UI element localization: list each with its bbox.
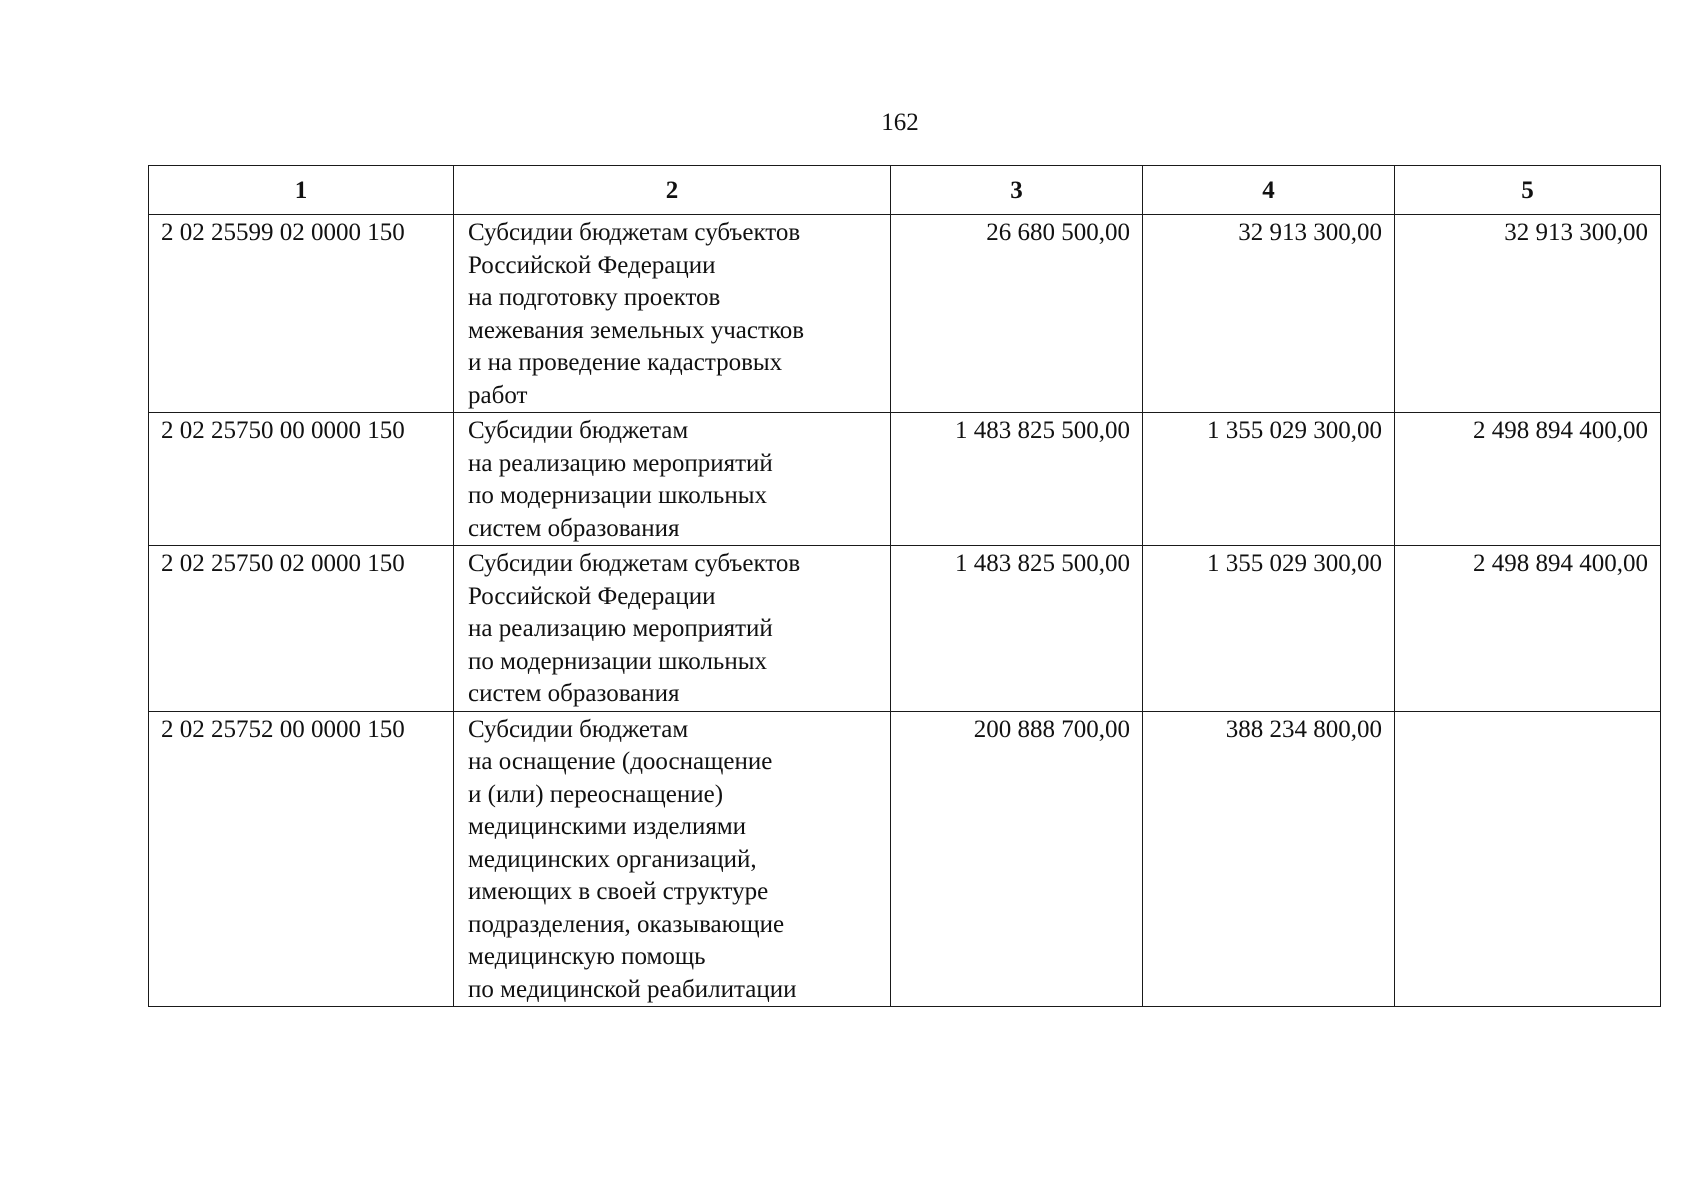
row-value-col3: 1 483 825 500,00 xyxy=(891,413,1143,546)
description-line: Российской Федерации xyxy=(468,251,716,279)
description-line: медицинскими изделиями xyxy=(468,813,747,840)
description-line: на оснащение (дооснащение xyxy=(468,748,773,775)
row-code: 2 02 25599 02 0000 150 xyxy=(149,215,454,413)
description-line: на реализацию мероприятий xyxy=(468,615,773,642)
row-value-col4: 32 913 300,00 xyxy=(1143,215,1395,413)
description-line: Субсидии бюджетам xyxy=(468,715,689,743)
description-line: подразделения, оказывающие xyxy=(468,910,785,938)
header-col-2: 2 xyxy=(454,166,891,215)
description-line: Российской Федерации xyxy=(468,582,716,610)
description-line: имеющих в своей структуре xyxy=(468,878,769,905)
header-row xyxy=(149,166,1661,215)
description-line: и на проведение кадастровых xyxy=(468,349,783,376)
description-line: на реализацию мероприятий xyxy=(468,449,773,477)
description-line: по модернизации школьных xyxy=(468,482,768,509)
description-line: систем образования xyxy=(468,680,680,707)
description-line: Субсидии бюджетам xyxy=(468,417,689,444)
row-value-col5: 2 498 894 400,00 xyxy=(1395,546,1661,712)
description-line: систем образования xyxy=(468,514,680,542)
row-value-col3: 1 483 825 500,00 xyxy=(891,546,1143,712)
row-code: 2 02 25750 02 0000 150 xyxy=(149,546,454,712)
description-line: медицинскую помощь xyxy=(468,943,706,970)
row-code: 2 02 25750 00 0000 150 xyxy=(149,413,454,546)
header-col-3: 3 xyxy=(891,166,1143,215)
row-value-col5: 2 498 894 400,00 xyxy=(1395,413,1661,546)
table-row xyxy=(149,413,1661,546)
description-line: Субсидии бюджетам субъектов xyxy=(468,219,801,246)
description-line: по медицинской реабилитации xyxy=(468,975,797,1003)
page-number: 162 xyxy=(881,109,919,136)
table-row xyxy=(149,711,1661,1007)
description-line: работ xyxy=(468,381,528,409)
description-line: медицинских организаций, xyxy=(468,845,757,873)
row-value-col3: 26 680 500,00 xyxy=(891,215,1143,413)
row-value-col4: 1 355 029 300,00 xyxy=(1143,413,1395,546)
row-value-col5: 32 913 300,00 xyxy=(1395,215,1661,413)
header-col-4: 4 xyxy=(1143,166,1395,215)
row-description xyxy=(454,215,891,413)
budget-table xyxy=(148,165,1661,1007)
row-value-col3: 200 888 700,00 xyxy=(891,711,1143,1007)
row-description xyxy=(454,546,891,712)
row-value-col4: 1 355 029 300,00 xyxy=(1143,546,1395,712)
description-line: на подготовку проектов xyxy=(468,284,721,311)
row-description xyxy=(454,413,891,546)
row-description xyxy=(454,711,891,1007)
table-row xyxy=(149,215,1661,413)
table-row xyxy=(149,546,1661,712)
row-value-col5 xyxy=(1395,711,1661,1007)
description-line: межевания земельных участков xyxy=(468,316,805,344)
header-col-5: 5 xyxy=(1395,166,1661,215)
row-value-col4: 388 234 800,00 xyxy=(1143,711,1395,1007)
header-col-1: 1 xyxy=(149,166,454,215)
description-line: Субсидии бюджетам субъектов xyxy=(468,550,801,577)
row-code: 2 02 25752 00 0000 150 xyxy=(149,711,454,1007)
description-line: по модернизации школьных xyxy=(468,647,768,675)
description-line: и (или) переоснащение) xyxy=(468,780,724,808)
